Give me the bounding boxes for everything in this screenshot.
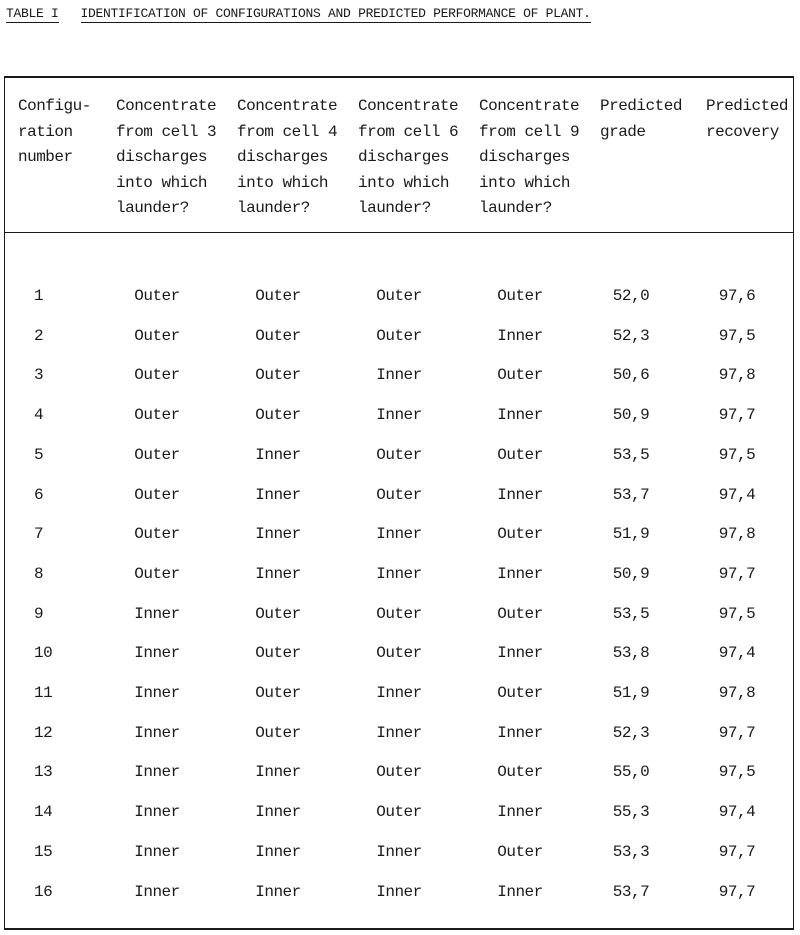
predicted-grade: 55,3 xyxy=(612,803,650,822)
cell6-launder: Outer xyxy=(376,287,422,305)
cell9-launder: Inner xyxy=(497,326,543,345)
table-row xyxy=(0,724,800,748)
cell6-launder: Outer xyxy=(376,644,422,663)
cell6-launder: Outer xyxy=(376,803,422,822)
cell6-launder: Inner xyxy=(376,525,422,544)
table-caption: IDENTIFICATION OF CONFIGURATIONS AND PREDICTED PERFORMANCE OF PLANT. xyxy=(80,6,591,21)
cell6-launder: Inner xyxy=(376,406,422,425)
config-number: 15 xyxy=(34,842,53,861)
table-row xyxy=(0,486,800,510)
predicted-recovery: 97,5 xyxy=(718,763,756,782)
predicted-recovery: 97,5 xyxy=(718,604,756,623)
table-row xyxy=(0,525,800,549)
cell4-launder: Inner xyxy=(255,803,301,822)
cell9-launder: Outer xyxy=(497,287,543,305)
predicted-grade: 52,3 xyxy=(612,723,650,742)
predicted-recovery: 97,4 xyxy=(718,803,756,822)
table-row xyxy=(0,684,800,708)
cell4-launder: Outer xyxy=(255,366,301,385)
predicted-recovery: 97,7 xyxy=(718,564,756,583)
predicted-recovery: 97,6 xyxy=(718,287,756,305)
cell6-launder: Outer xyxy=(376,763,422,782)
table-row xyxy=(0,644,800,668)
predicted-grade: 51,9 xyxy=(612,525,650,544)
predicted-grade: 52,3 xyxy=(612,326,650,345)
header-divider xyxy=(4,232,794,233)
predicted-recovery: 97,7 xyxy=(718,882,756,901)
header-predicted-recovery: Predicted recovery xyxy=(706,97,788,141)
cell3-launder: Inner xyxy=(134,644,180,663)
predicted-recovery: 97,8 xyxy=(718,525,756,544)
predicted-grade: 52,0 xyxy=(612,287,650,305)
cell3-launder: Outer xyxy=(134,406,180,425)
predicted-grade: 53,7 xyxy=(612,485,650,504)
cell4-launder: Outer xyxy=(255,644,301,663)
predicted-recovery: 97,4 xyxy=(718,485,756,504)
table-row xyxy=(0,803,800,827)
cell4-launder: Inner xyxy=(255,882,301,901)
cell6-launder: Inner xyxy=(376,366,422,385)
cell4-launder: Inner xyxy=(255,564,301,583)
cell9-launder: Outer xyxy=(497,684,543,702)
predicted-recovery: 97,7 xyxy=(718,842,756,861)
cell4-launder: Inner xyxy=(255,445,301,464)
config-number: 11 xyxy=(34,684,53,702)
predicted-grade: 53,8 xyxy=(612,644,650,663)
cell9-launder: Outer xyxy=(497,842,543,861)
header-cell9: Concentrate from cell 9 discharges into which launder? xyxy=(479,97,580,217)
cell6-launder: Inner xyxy=(376,842,422,861)
cell9-launder: Inner xyxy=(497,564,543,583)
cell3-launder: Outer xyxy=(134,287,180,305)
config-number: 10 xyxy=(34,644,53,663)
cell3-launder: Outer xyxy=(134,445,180,464)
cell6-launder: Inner xyxy=(376,882,422,901)
table-label: TABLE I xyxy=(6,6,59,21)
table-row xyxy=(0,883,800,907)
predicted-grade: 51,9 xyxy=(612,684,650,702)
cell9-launder: Inner xyxy=(497,723,543,742)
predicted-recovery: 97,5 xyxy=(718,445,756,464)
predicted-grade: 53,5 xyxy=(612,604,650,623)
config-number: 8 xyxy=(34,564,44,583)
predicted-recovery: 97,5 xyxy=(718,326,756,345)
cell3-launder: Inner xyxy=(134,763,180,782)
predicted-grade: 55,0 xyxy=(612,763,650,782)
header-cell6: Concentrate from cell 6 discharges into which launder? xyxy=(358,97,459,217)
predicted-recovery: 97,7 xyxy=(718,406,756,425)
header-predicted-grade: Predicted grade xyxy=(600,97,682,141)
cell3-launder: Inner xyxy=(134,882,180,901)
header-cell4: Concentrate from cell 4 discharges into which launder? xyxy=(237,97,338,217)
cell9-launder: Outer xyxy=(497,445,543,464)
predicted-grade: 53,7 xyxy=(612,882,650,901)
cell4-launder: Inner xyxy=(255,842,301,861)
predicted-grade: 50,9 xyxy=(612,406,650,425)
config-number: 16 xyxy=(34,882,53,901)
table-row xyxy=(0,287,800,311)
config-number: 9 xyxy=(34,604,44,623)
predicted-recovery: 97,8 xyxy=(718,366,756,385)
predicted-grade: 50,9 xyxy=(612,564,650,583)
predicted-grade: 53,5 xyxy=(612,445,650,464)
cell6-launder: Outer xyxy=(376,604,422,623)
cell9-launder: Inner xyxy=(497,406,543,425)
cell3-launder: Inner xyxy=(134,684,180,702)
predicted-recovery: 97,7 xyxy=(718,723,756,742)
cell9-launder: Inner xyxy=(497,882,543,901)
cell9-launder: Outer xyxy=(497,604,543,623)
cell4-launder: Inner xyxy=(255,763,301,782)
config-number: 13 xyxy=(34,763,53,782)
header-config-number: Configu- ration number xyxy=(18,97,91,166)
cell3-launder: Outer xyxy=(134,326,180,345)
cell4-launder: Outer xyxy=(255,406,301,425)
cell4-launder: Outer xyxy=(255,684,301,702)
config-number: 14 xyxy=(34,803,53,822)
config-number: 1 xyxy=(34,287,44,305)
cell3-launder: Outer xyxy=(134,525,180,544)
cell3-launder: Inner xyxy=(134,604,180,623)
cell6-launder: Inner xyxy=(376,723,422,742)
cell9-launder: Outer xyxy=(497,763,543,782)
cell9-launder: Inner xyxy=(497,803,543,822)
cell3-launder: Outer xyxy=(134,366,180,385)
predicted-recovery: 97,8 xyxy=(718,684,756,702)
cell9-launder: Outer xyxy=(497,366,543,385)
config-number: 4 xyxy=(34,406,44,425)
cell4-launder: Inner xyxy=(255,525,301,544)
table-row xyxy=(0,843,800,867)
predicted-grade: 50,6 xyxy=(612,366,650,385)
cell4-launder: Outer xyxy=(255,326,301,345)
config-number: 2 xyxy=(34,326,44,345)
table-row xyxy=(0,605,800,629)
predicted-grade: 53,3 xyxy=(612,842,650,861)
cell6-launder: Inner xyxy=(376,564,422,583)
cell6-launder: Outer xyxy=(376,326,422,345)
cell3-launder: Inner xyxy=(134,842,180,861)
table-row xyxy=(0,565,800,589)
cell9-launder: Inner xyxy=(497,485,543,504)
table-title xyxy=(6,6,591,23)
cell6-launder: Inner xyxy=(376,684,422,702)
cell4-launder: Inner xyxy=(255,485,301,504)
cell3-launder: Inner xyxy=(134,803,180,822)
config-number: 3 xyxy=(34,366,44,385)
cell4-launder: Outer xyxy=(255,287,301,305)
config-number: 5 xyxy=(34,445,44,464)
table-row xyxy=(0,327,800,351)
cell4-launder: Outer xyxy=(255,723,301,742)
cell4-launder: Outer xyxy=(255,604,301,623)
config-number: 6 xyxy=(34,485,44,504)
cell3-launder: Outer xyxy=(134,564,180,583)
config-number: 12 xyxy=(34,723,53,742)
predicted-recovery: 97,4 xyxy=(718,644,756,663)
table-row xyxy=(0,366,800,390)
cell6-launder: Outer xyxy=(376,445,422,464)
table-row xyxy=(0,763,800,787)
table-row xyxy=(0,406,800,430)
cell6-launder: Outer xyxy=(376,485,422,504)
header-cell3: Concentrate from cell 3 discharges into which launder? xyxy=(116,97,217,217)
config-number: 7 xyxy=(34,525,44,544)
cell3-launder: Outer xyxy=(134,485,180,504)
cell9-launder: Inner xyxy=(497,644,543,663)
table-row xyxy=(0,446,800,470)
cell9-launder: Outer xyxy=(497,525,543,544)
cell3-launder: Inner xyxy=(134,723,180,742)
